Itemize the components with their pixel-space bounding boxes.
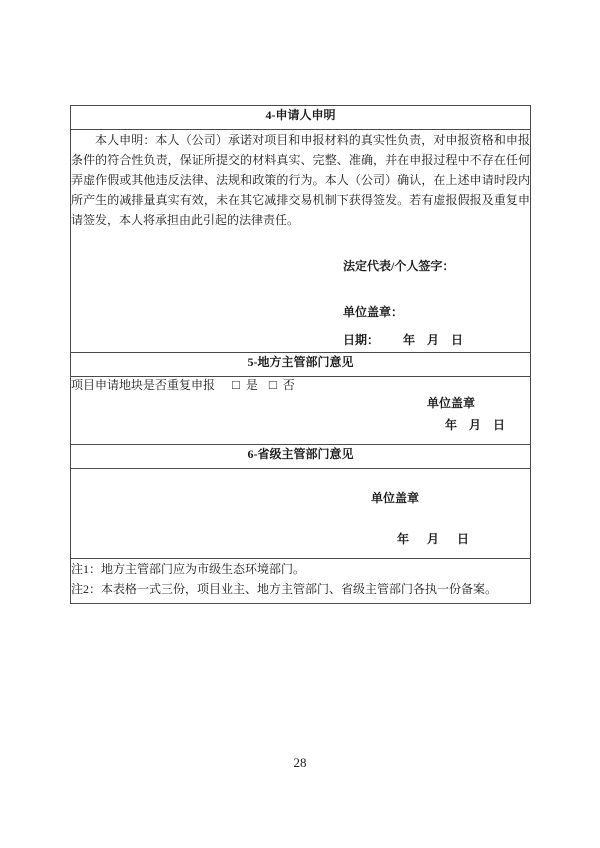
note-1: 注1：地方主管部门应为市级生态环境部门。 [71, 562, 306, 576]
application-form-table [70, 105, 531, 604]
date-line [343, 332, 530, 348]
section5-body [71, 377, 531, 445]
section6-seal-label: 单位盖章 [371, 491, 420, 505]
page-number: 28 [293, 755, 307, 770]
date-label: 日期： [343, 333, 380, 347]
checkbox-yes-icon[interactable]: □ [232, 377, 240, 392]
section5-seal-label: 单位盖章 [427, 396, 476, 410]
option-yes-label: 是 [245, 378, 258, 392]
section6-header: 6-省级主管部门意见 [71, 445, 531, 469]
section4-body [71, 130, 531, 353]
checkbox-no-icon[interactable]: □ [268, 377, 277, 392]
duplicate-question-line [71, 377, 530, 393]
section5-header: 5-地方主管部门意见 [71, 353, 531, 377]
section6-body [71, 469, 531, 559]
duplicate-question-label: 项目申请地块是否重复申报 [71, 378, 216, 392]
notes-cell [71, 559, 531, 604]
seal-label: 单位盖章： [343, 305, 404, 319]
note-2: 注2：本表格一式三份，项目业主、地方主管部门、省级主管部门各执一份备案。 [71, 582, 498, 596]
declaration-text: 本人申明：本人（公司）承诺对项目和申报材料的真实性负责，对申报资格和申报条件的符合性负责，保证所提交的材料真实、完整、准确，并在申报过程中不存在任何弄虚作假或其他违反法律、法规和政策的行为。本人（公司）确认，在上述申请时段内所产生的减排量真实有效，未在其它减排交易机制下获得签发。若有虚报假报及重复申请签发，本人将承担由此引起的法律责任。 [71, 133, 530, 227]
signature-block [343, 258, 530, 348]
option-no-label: 否 [282, 378, 295, 392]
section5-date-blank-fields: 年 月 日 [445, 418, 506, 432]
date-blank-fields: 年 月 日 [379, 333, 464, 347]
section6-date-blank-fields: 年 月 日 [397, 532, 470, 546]
section4-header: 4-申请人申明 [71, 106, 531, 130]
signature-label: 法定代表/个人签字： [343, 259, 455, 273]
